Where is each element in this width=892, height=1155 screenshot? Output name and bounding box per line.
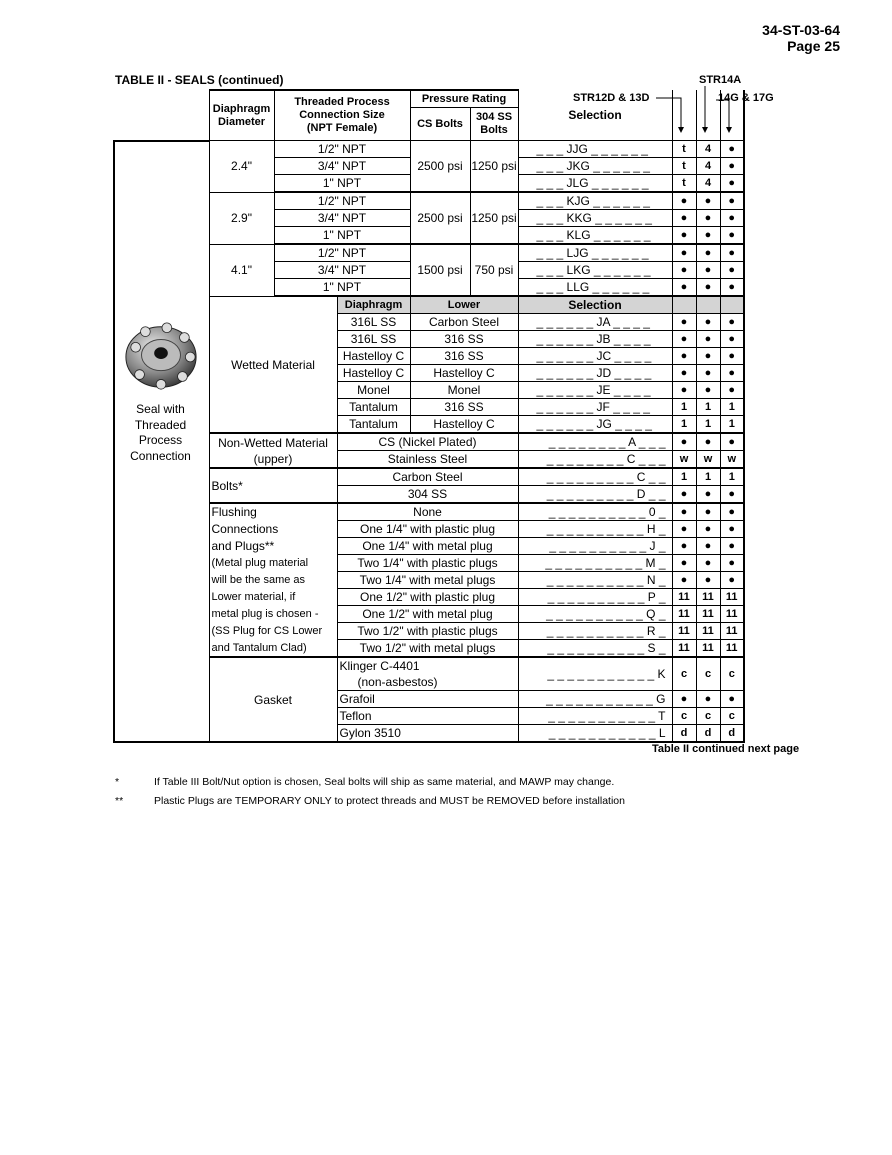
flushing-label-line: Connections xyxy=(209,521,337,538)
header-model-col xyxy=(696,90,720,141)
lower-material: Carbon Steel xyxy=(410,314,518,331)
diaphragm-material: Hastelloy C xyxy=(337,365,410,382)
availability-mark: ● xyxy=(696,365,720,382)
availability-mark: ● xyxy=(696,314,720,331)
table-row xyxy=(114,503,744,521)
availability-mark: ● xyxy=(720,433,744,451)
selection-code: _ _ _ _ _ _ _ _ _ _ S _ xyxy=(518,640,672,658)
header-pressure-rating: Pressure Rating xyxy=(410,90,518,108)
availability-mark: ● xyxy=(672,433,696,451)
non-wetted-label: Non-Wetted Material (upper) xyxy=(209,433,337,468)
flushing-option: Two 1/4" with plastic plugs xyxy=(337,555,518,572)
availability-mark: ● xyxy=(672,244,696,262)
availability-mark: d xyxy=(696,725,720,743)
flushing-label-line: (Metal plug material xyxy=(209,555,337,572)
availability-mark: ● xyxy=(720,365,744,382)
header-threaded-size xyxy=(274,90,410,141)
npt-size-cell: 1" NPT xyxy=(274,175,410,193)
availability-mark: ● xyxy=(696,331,720,348)
npt-size-cell: 3/4" NPT xyxy=(274,158,410,175)
selection-code: _ _ _ KKG _ _ _ _ _ _ xyxy=(518,210,672,227)
availability-mark: ● xyxy=(720,486,744,504)
availability-mark: ● xyxy=(672,382,696,399)
availability-mark: 11 xyxy=(696,623,720,640)
bolt-material: Carbon Steel xyxy=(337,468,518,486)
selection-code: _ _ _ _ _ _ JF _ _ _ _ xyxy=(518,399,672,416)
availability-mark: ● xyxy=(672,210,696,227)
selection-code: _ _ _ _ _ _ _ _ _ _ H _ xyxy=(518,521,672,538)
availability-mark: t xyxy=(672,158,696,175)
availability-mark: ● xyxy=(696,503,720,521)
selection-code: _ _ _ _ _ _ _ _ _ D _ _ xyxy=(518,486,672,504)
lower-material: Monel xyxy=(410,382,518,399)
availability-mark: ● xyxy=(696,192,720,210)
availability-mark: ● xyxy=(720,279,744,297)
selection-code: _ _ _ LJG _ _ _ _ _ _ xyxy=(518,244,672,262)
gasket-label: Gasket xyxy=(209,657,337,742)
table-row xyxy=(114,572,744,589)
availability-mark: 4 xyxy=(696,158,720,175)
footnote-text: If Table III Bolt/Nut option is chosen, Seal bolts will ship as same material, and MAWP may change. xyxy=(154,776,615,788)
availability-mark: w xyxy=(696,451,720,469)
selection-code: _ _ _ _ _ _ JE _ _ _ _ xyxy=(518,382,672,399)
availability-mark: ● xyxy=(672,331,696,348)
availability-mark: ● xyxy=(672,192,696,210)
availability-mark: 11 xyxy=(696,589,720,606)
availability-mark: c xyxy=(672,657,696,691)
availability-mark: ● xyxy=(720,314,744,331)
table-title: TABLE II - SEALS (continued) xyxy=(115,73,284,87)
wetted-header-lower: Lower xyxy=(410,296,518,314)
availability-mark: ● xyxy=(672,365,696,382)
selection-code: _ _ _ KJG _ _ _ _ _ _ xyxy=(518,192,672,210)
selection-code: _ _ _ _ _ _ _ _ A _ _ _ xyxy=(518,433,672,451)
selection-code: _ _ _ _ _ _ _ _ _ _ J _ xyxy=(518,538,672,555)
header-text: Threaded Process Connection Size (NPT Female) xyxy=(294,96,390,134)
availability-mark: ● xyxy=(696,538,720,555)
footnote-1 xyxy=(115,776,815,795)
header-diaphragm-diameter xyxy=(209,90,274,141)
availability-mark: ● xyxy=(672,227,696,245)
availability-mark: ● xyxy=(696,486,720,504)
availability-mark: ● xyxy=(696,348,720,365)
selection-code: _ _ _ _ _ _ _ _ _ _ _ T xyxy=(518,708,672,725)
selection-code: _ _ _ JJG _ _ _ _ _ _ xyxy=(518,141,672,158)
diaphragm-material: Tantalum xyxy=(337,416,410,434)
availability-mark: w xyxy=(672,451,696,469)
availability-mark: ● xyxy=(696,521,720,538)
availability-mark: ● xyxy=(672,262,696,279)
seal-diagram-icon xyxy=(122,318,200,396)
availability-mark: c xyxy=(672,708,696,725)
selection-code: _ _ _ _ _ _ JB _ _ _ _ xyxy=(518,331,672,348)
table-row xyxy=(114,521,744,538)
diaphragm-material: 316L SS xyxy=(337,331,410,348)
selection-code: _ _ _ _ _ _ _ _ _ _ P _ xyxy=(518,589,672,606)
availability-mark: ● xyxy=(672,348,696,365)
bolts-label: Bolts* xyxy=(209,468,337,503)
ss-bolts-rating: 750 psi xyxy=(470,244,518,296)
flushing-label-line: (SS Plug for CS Lower xyxy=(209,623,337,640)
availability-mark: ● xyxy=(672,572,696,589)
npt-size-cell: 1" NPT xyxy=(274,227,410,245)
ss-bolts-rating: 1250 psi xyxy=(470,141,518,193)
availability-mark: ● xyxy=(720,210,744,227)
ss-bolts-rating: 1250 psi xyxy=(470,192,518,244)
selection-code: _ _ _ _ _ _ _ _ _ _ M _ xyxy=(518,555,672,572)
selection-code: _ _ _ _ _ _ _ _ _ _ Q _ xyxy=(518,606,672,623)
availability-mark: 11 xyxy=(672,623,696,640)
footnote-2 xyxy=(115,795,815,814)
blank-cell xyxy=(114,108,209,141)
availability-mark: 1 xyxy=(672,416,696,434)
cs-bolts-rating: 2500 psi xyxy=(410,141,470,193)
availability-mark: 1 xyxy=(720,468,744,486)
table-row xyxy=(114,589,744,606)
availability-mark: ● xyxy=(720,538,744,555)
header-ss-bolts: 304 SS Bolts xyxy=(470,108,518,141)
availability-mark: ● xyxy=(672,486,696,504)
wetted-header-blank xyxy=(696,296,720,314)
selection-code: _ _ _ _ _ _ JC _ _ _ _ xyxy=(518,348,672,365)
doc-id: 34-ST-03-64 xyxy=(762,22,840,38)
diaphragm-material: Tantalum xyxy=(337,399,410,416)
non-wetted-value: Stainless Steel xyxy=(337,451,518,469)
availability-mark: d xyxy=(720,725,744,743)
availability-mark: ● xyxy=(672,279,696,297)
flushing-option: Two 1/2" with metal plugs xyxy=(337,640,518,658)
availability-mark: ● xyxy=(696,227,720,245)
lower-material: 316 SS xyxy=(410,331,518,348)
non-wetted-value: CS (Nickel Plated) xyxy=(337,433,518,451)
gasket-material-note: (non-asbestos) xyxy=(337,674,518,691)
npt-size-cell: 3/4" NPT xyxy=(274,210,410,227)
selection-code: _ _ _ _ _ _ _ _ _ C _ _ xyxy=(518,468,672,486)
table-row xyxy=(114,538,744,555)
table-row xyxy=(114,555,744,572)
gasket-material: Teflon xyxy=(337,708,518,725)
npt-size-cell: 3/4" NPT xyxy=(274,262,410,279)
availability-mark: ● xyxy=(720,244,744,262)
continued-note: Table II continued next page xyxy=(652,743,800,755)
diaphragm-material: Hastelloy C xyxy=(337,348,410,365)
selection-code: _ _ _ JKG _ _ _ _ _ _ xyxy=(518,158,672,175)
diaphragm-material: 316L SS xyxy=(337,314,410,331)
availability-mark: ● xyxy=(720,572,744,589)
availability-mark: 11 xyxy=(672,589,696,606)
availability-mark: ● xyxy=(720,141,744,158)
selection-code: _ _ _ _ _ _ JA _ _ _ _ xyxy=(518,314,672,331)
availability-mark: ● xyxy=(696,433,720,451)
availability-mark: ● xyxy=(696,555,720,572)
npt-size-cell: 1" NPT xyxy=(274,279,410,297)
availability-mark: ● xyxy=(720,691,744,708)
availability-mark: ● xyxy=(720,555,744,572)
lower-material: 316 SS xyxy=(410,399,518,416)
npt-size-cell: 1/2" NPT xyxy=(274,141,410,158)
table-row xyxy=(114,244,744,262)
blank-cell xyxy=(114,90,209,108)
availability-mark: ● xyxy=(720,331,744,348)
wetted-header-blank xyxy=(672,296,696,314)
availability-mark: ● xyxy=(720,262,744,279)
seal-photo-block xyxy=(113,318,208,464)
flushing-option: Two 1/4" with metal plugs xyxy=(337,572,518,589)
availability-mark: c xyxy=(696,708,720,725)
flushing-option: Two 1/2" with plastic plugs xyxy=(337,623,518,640)
flushing-label-line: Flushing xyxy=(209,503,337,521)
header-row xyxy=(114,90,744,108)
table-row xyxy=(114,141,744,158)
availability-mark: ● xyxy=(672,538,696,555)
availability-mark: 11 xyxy=(672,606,696,623)
availability-mark: ● xyxy=(720,503,744,521)
selection-code: _ _ _ LKG _ _ _ _ _ _ xyxy=(518,262,672,279)
availability-mark: c xyxy=(696,657,720,691)
availability-mark: ● xyxy=(696,382,720,399)
selection-code: _ _ _ _ _ _ _ _ _ _ R _ xyxy=(518,623,672,640)
availability-mark: ● xyxy=(672,503,696,521)
availability-mark: c xyxy=(720,708,744,725)
selection-code: _ _ _ _ _ _ _ _ _ _ _ G xyxy=(518,691,672,708)
availability-mark: ● xyxy=(672,521,696,538)
selection-code: _ _ _ _ _ _ _ _ _ _ _ K xyxy=(518,657,672,691)
availability-mark: ● xyxy=(720,382,744,399)
wetted-header-row xyxy=(114,296,744,314)
availability-mark: ● xyxy=(696,279,720,297)
cs-bolts-rating: 2500 psi xyxy=(410,192,470,244)
availability-mark: ● xyxy=(696,691,720,708)
flushing-label-line: metal plug is chosen - xyxy=(209,606,337,623)
availability-mark: 1 xyxy=(720,399,744,416)
model-label-str12d: STR12D & 13D xyxy=(573,92,650,104)
flushing-label-line: and Tantalum Clad) xyxy=(209,640,337,658)
availability-mark: ● xyxy=(720,521,744,538)
table-row xyxy=(114,192,744,210)
availability-mark: ● xyxy=(696,244,720,262)
availability-mark: 11 xyxy=(720,606,744,623)
wetted-header-blank xyxy=(720,296,744,314)
availability-mark: 11 xyxy=(720,589,744,606)
seal-label: Seal with Threaded Process Connection xyxy=(130,402,191,463)
availability-mark: 11 xyxy=(672,640,696,658)
flushing-label-line: will be the same as xyxy=(209,572,337,589)
availability-mark: t xyxy=(672,141,696,158)
table-row xyxy=(114,468,744,486)
availability-mark: 1 xyxy=(696,416,720,434)
footnotes xyxy=(115,776,815,814)
gasket-material: Klinger C-4401 xyxy=(337,657,518,674)
header-model-col xyxy=(672,90,696,141)
flushing-option: One 1/4" with plastic plug xyxy=(337,521,518,538)
availability-mark: ● xyxy=(672,691,696,708)
table-row xyxy=(114,433,744,451)
flushing-option: None xyxy=(337,503,518,521)
selection-code: _ _ _ _ _ _ _ _ _ _ 0 _ xyxy=(518,503,672,521)
availability-mark: w xyxy=(720,451,744,469)
model-label-14g: 14G & 17G xyxy=(718,92,774,104)
selection-code: _ _ _ _ _ _ JD _ _ _ _ xyxy=(518,365,672,382)
lower-material: 316 SS xyxy=(410,348,518,365)
table-row xyxy=(114,606,744,623)
header-cs-bolts: CS Bolts xyxy=(410,108,470,141)
availability-mark: 1 xyxy=(696,468,720,486)
availability-mark: 11 xyxy=(696,640,720,658)
header-text: Diaphragm Diameter xyxy=(212,102,271,128)
flushing-option: One 1/2" with metal plug xyxy=(337,606,518,623)
selection-code: _ _ _ JLG _ _ _ _ _ _ xyxy=(518,175,672,193)
header-model-col xyxy=(720,90,744,141)
availability-mark: 1 xyxy=(696,399,720,416)
table-row xyxy=(114,640,744,658)
availability-mark: 11 xyxy=(720,623,744,640)
lower-material: Hastelloy C xyxy=(410,365,518,382)
model-label-str14a: STR14A xyxy=(699,74,742,86)
availability-mark: ● xyxy=(720,227,744,245)
gasket-material: Grafoil xyxy=(337,691,518,708)
availability-mark: 1 xyxy=(720,416,744,434)
availability-mark: ● xyxy=(720,175,744,193)
selection-code: _ _ _ LLG _ _ _ _ _ _ xyxy=(518,279,672,297)
flushing-label-line: and Plugs** xyxy=(209,538,337,555)
npt-size-cell: 1/2" NPT xyxy=(274,192,410,210)
lower-material: Hastelloy C xyxy=(410,416,518,434)
flushing-option: One 1/4" with metal plug xyxy=(337,538,518,555)
diameter-cell: 4.1" xyxy=(209,244,274,296)
wetted-material-label: Wetted Material xyxy=(209,296,337,433)
diameter-cell: 2.9" xyxy=(209,192,274,244)
availability-mark: 11 xyxy=(696,606,720,623)
availability-mark: ● xyxy=(720,192,744,210)
diaphragm-material: Monel xyxy=(337,382,410,399)
selection-code: _ _ _ KLG _ _ _ _ _ _ xyxy=(518,227,672,245)
availability-mark: ● xyxy=(720,158,744,175)
availability-mark: d xyxy=(672,725,696,743)
cs-bolts-rating: 1500 psi xyxy=(410,244,470,296)
availability-mark: 1 xyxy=(672,468,696,486)
availability-mark: 4 xyxy=(696,141,720,158)
availability-mark: ● xyxy=(696,210,720,227)
npt-size-cell: 1/2" NPT xyxy=(274,244,410,262)
selection-code: _ _ _ _ _ _ _ _ _ _ N _ xyxy=(518,572,672,589)
selection-code: _ _ _ _ _ _ _ _ _ _ _ L xyxy=(518,725,672,743)
flushing-label-line: Lower material, if xyxy=(209,589,337,606)
availability-mark: 11 xyxy=(720,640,744,658)
wetted-header-diaphragm: Diaphragm xyxy=(337,296,410,314)
selection-code: _ _ _ _ _ _ JG _ _ _ _ xyxy=(518,416,672,434)
availability-mark: ● xyxy=(696,262,720,279)
footnote-mark: * xyxy=(115,776,120,788)
selection-code: _ _ _ _ _ _ _ _ C _ _ _ xyxy=(518,451,672,469)
availability-mark: ● xyxy=(696,572,720,589)
availability-mark: t xyxy=(672,175,696,193)
table-row xyxy=(114,623,744,640)
table-row xyxy=(114,657,744,674)
availability-mark: 4 xyxy=(696,175,720,193)
availability-mark: ● xyxy=(720,348,744,365)
diameter-cell: 2.4" xyxy=(209,141,274,193)
page-number: Page 25 xyxy=(787,38,840,54)
gasket-material: Gylon 3510 xyxy=(337,725,518,743)
availability-mark: ● xyxy=(672,555,696,572)
availability-mark: ● xyxy=(672,314,696,331)
availability-mark: 1 xyxy=(672,399,696,416)
bolt-material: 304 SS xyxy=(337,486,518,504)
wetted-header-selection: Selection xyxy=(518,296,672,314)
footnote-mark: ** xyxy=(115,795,124,807)
flushing-option: One 1/2" with plastic plug xyxy=(337,589,518,606)
availability-mark: c xyxy=(720,657,744,691)
footnote-text: Plastic Plugs are TEMPORARY ONLY to protect threads and MUST be REMOVED before installation xyxy=(154,795,625,807)
header-selection: Selection xyxy=(518,90,672,141)
